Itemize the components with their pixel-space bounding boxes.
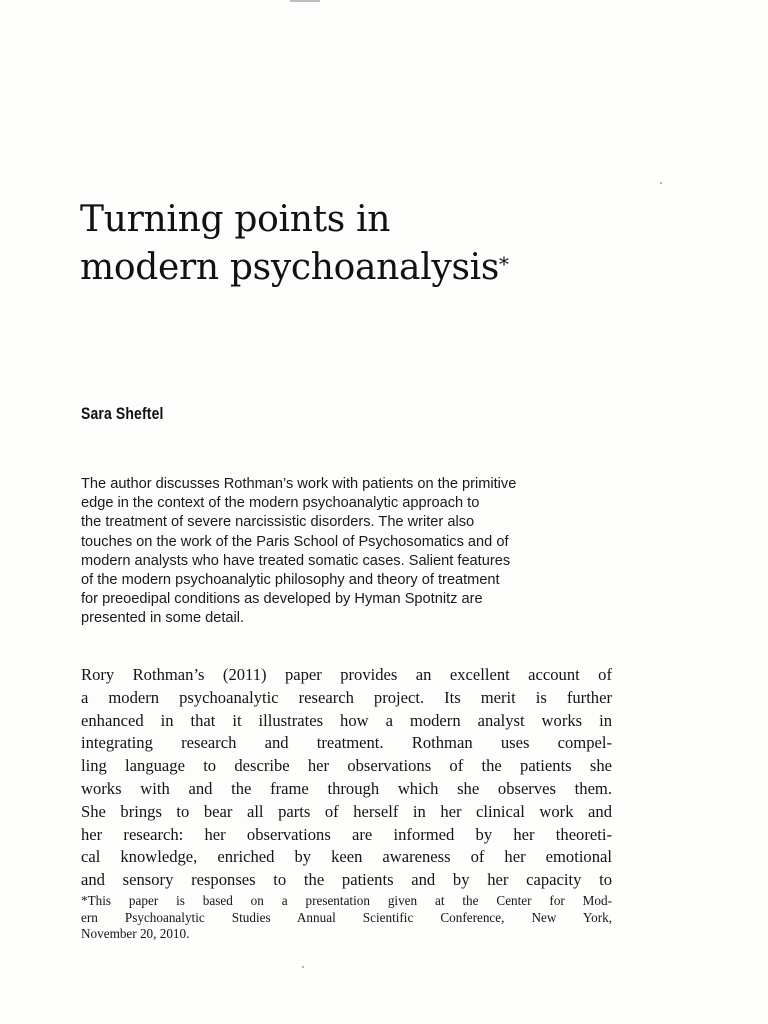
abstract-line: for preoedipal conditions as developed by Hyman Spotnitz are bbox=[81, 591, 483, 608]
abstract-line: touches on the work of the Paris School of Psychosomatics and of bbox=[81, 533, 509, 550]
body-line: her research: her observations are informed by her theoreti- bbox=[81, 824, 612, 844]
body-line: cal knowledge, enriched by keen awareness of her emotional bbox=[81, 847, 612, 867]
article-title-line: Turning points in bbox=[80, 199, 391, 240]
abstract-line: edge in the context of the modern psychoanalytic approach to bbox=[81, 495, 480, 512]
body-line: Rory Rothman’s (2011) paper provides an excellent account of bbox=[81, 665, 612, 684]
scan-speck bbox=[660, 182, 662, 184]
footnote-line: *This paper is based on a presentation given at the Center for Mod- bbox=[81, 893, 612, 908]
scan-mark bbox=[290, 0, 320, 2]
footnote-marker: * bbox=[499, 252, 509, 276]
body-line: enhanced in that it illustrates how a modern analyst works in bbox=[81, 710, 612, 730]
footnote bbox=[81, 893, 612, 943]
body-line: a modern psychoanalytic research project. Its merit is further bbox=[81, 687, 612, 707]
abstract bbox=[81, 475, 611, 629]
footnote-line: ern Psychoanalytic Studies Annual Scientific Conference, New York, bbox=[81, 909, 612, 925]
body-line: She brings to bear all parts of herself in her clinical work and bbox=[81, 801, 612, 821]
body-line: integrating research and treatment. Rothman uses compel- bbox=[81, 733, 612, 753]
author-name: Sara Sheftel bbox=[81, 404, 164, 423]
body-line: ling language to describe her observations of the patients she bbox=[81, 756, 612, 776]
scan-speck bbox=[302, 966, 304, 968]
article-title-text: modern psychoanalysis bbox=[80, 247, 500, 288]
body-line: and sensory responses to the patients and by her capacity to bbox=[81, 870, 612, 890]
article-title bbox=[80, 196, 509, 292]
abstract-line: presented in some detail. bbox=[81, 610, 245, 627]
abstract-line: The author discusses Rothman’s work with patients on the primitive bbox=[81, 476, 517, 492]
abstract-line: modern analysts who have treated somatic cases. Salient features bbox=[81, 552, 511, 569]
article-title-line bbox=[80, 244, 509, 292]
footnote-line: November 20, 2010. bbox=[81, 926, 190, 941]
body-paragraph bbox=[81, 664, 612, 892]
abstract-line: the treatment of severe narcissistic disorders. The writer also bbox=[81, 514, 475, 531]
abstract-line: of the modern psychoanalytic philosophy and theory of treatment bbox=[81, 572, 500, 589]
body-line: works with and the frame through which she observes them. bbox=[81, 778, 612, 798]
